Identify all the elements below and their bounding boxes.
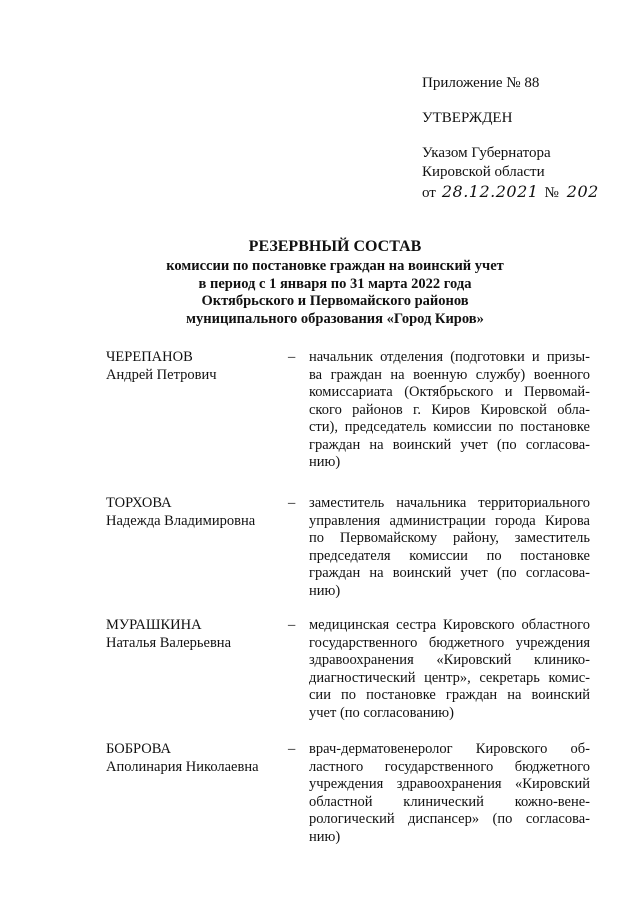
member-position [309,349,590,472]
dash: – [288,349,296,365]
approval-block [422,74,599,203]
decree-date-line [422,182,599,203]
approved-label: УТВЕРЖДЕН [422,110,513,126]
position-line: ва граждан на военную службу) военного [309,366,590,383]
position-line: врач-дерматовенеролог Кировского об- [309,741,590,757]
title-line: комиссии по постановке граждан на воинский учет [166,258,504,274]
title-line: в период с 1 января по 31 марта 2022 года [198,275,472,292]
position-line: нию) [309,582,341,599]
position-line: ластного государственного бюджетного [309,758,590,775]
member-name [106,349,286,384]
from-label: от [422,185,436,201]
title-line: муниципального образования «Город Киров» [186,310,484,327]
decree-line-1: Указом Губернатора [422,145,551,161]
position-line: ского районов г. Киров Кировской обла- [309,401,590,418]
position-line: диагностический центр», секретарь комис- [309,669,590,686]
position-line: сии по постановке граждан на воинский [309,687,590,703]
member-given-name: Аполинария Николаевна [106,758,259,775]
member-surname: ЧЕРЕПАНОВ [106,349,193,365]
number-sign: № [544,185,559,201]
position-line: областной клинический кожно-вене- [309,793,590,810]
member-name [106,495,286,530]
position-line: комиссариата (Октябрьского и Первомай- [309,384,590,400]
member-surname: БОБРОВА [106,741,171,757]
position-line: нию) [309,828,341,845]
position-line: нию) [309,454,341,470]
appendix-number: Приложение № 88 [422,75,540,91]
document-title [60,236,610,328]
handwritten-number: 202 [566,182,599,201]
position-line: рологический диспансер» (по согласова- [309,811,590,827]
member-given-name: Надежда Владимировна [106,512,256,529]
dash: – [288,617,296,633]
decree-line-2: Кировской области [422,164,545,180]
position-line: граждан на воинский учет (по согласова- [309,565,590,581]
dash: – [288,495,296,511]
position-line: учет (по согласованию) [309,704,454,721]
member-name [106,617,286,652]
position-line: сти), председатель комиссии по постановке [309,419,590,435]
position-line: государственного бюджетного учреждения [309,634,590,651]
handwritten-date: 28.12.2021 [441,182,539,201]
position-line: здравоохранения «Кировский клинико- [309,652,590,668]
title-main: РЕЗЕРВНЫЙ СОСТАВ [248,238,422,255]
member-position [309,495,590,600]
position-line: заместитель начальника территориального [309,495,590,511]
position-line: управления администрации города Кирова [309,512,590,529]
position-line: учреждения здравоохранения «Кировский [309,776,590,792]
position-line: по Первомайскому району, заместитель [309,530,590,546]
position-line: медицинская сестра Кировского областного [309,617,590,633]
member-position [309,741,590,846]
member-position [309,617,590,722]
position-line: граждан на воинский учет (по согласова- [309,436,590,453]
dash: – [288,741,296,757]
member-given-name: Андрей Петрович [106,366,217,383]
member-surname: ТОРХОВА [106,495,172,511]
member-name [106,741,286,776]
position-line: председателя комиссии по постановке [309,547,590,564]
position-line: начальник отделения (подготовки и призы- [309,349,590,365]
member-surname: МУРАШКИНА [106,617,202,633]
member-given-name: Наталья Валерьевна [106,634,231,651]
title-line: Октябрьского и Первомайского районов [201,293,469,309]
